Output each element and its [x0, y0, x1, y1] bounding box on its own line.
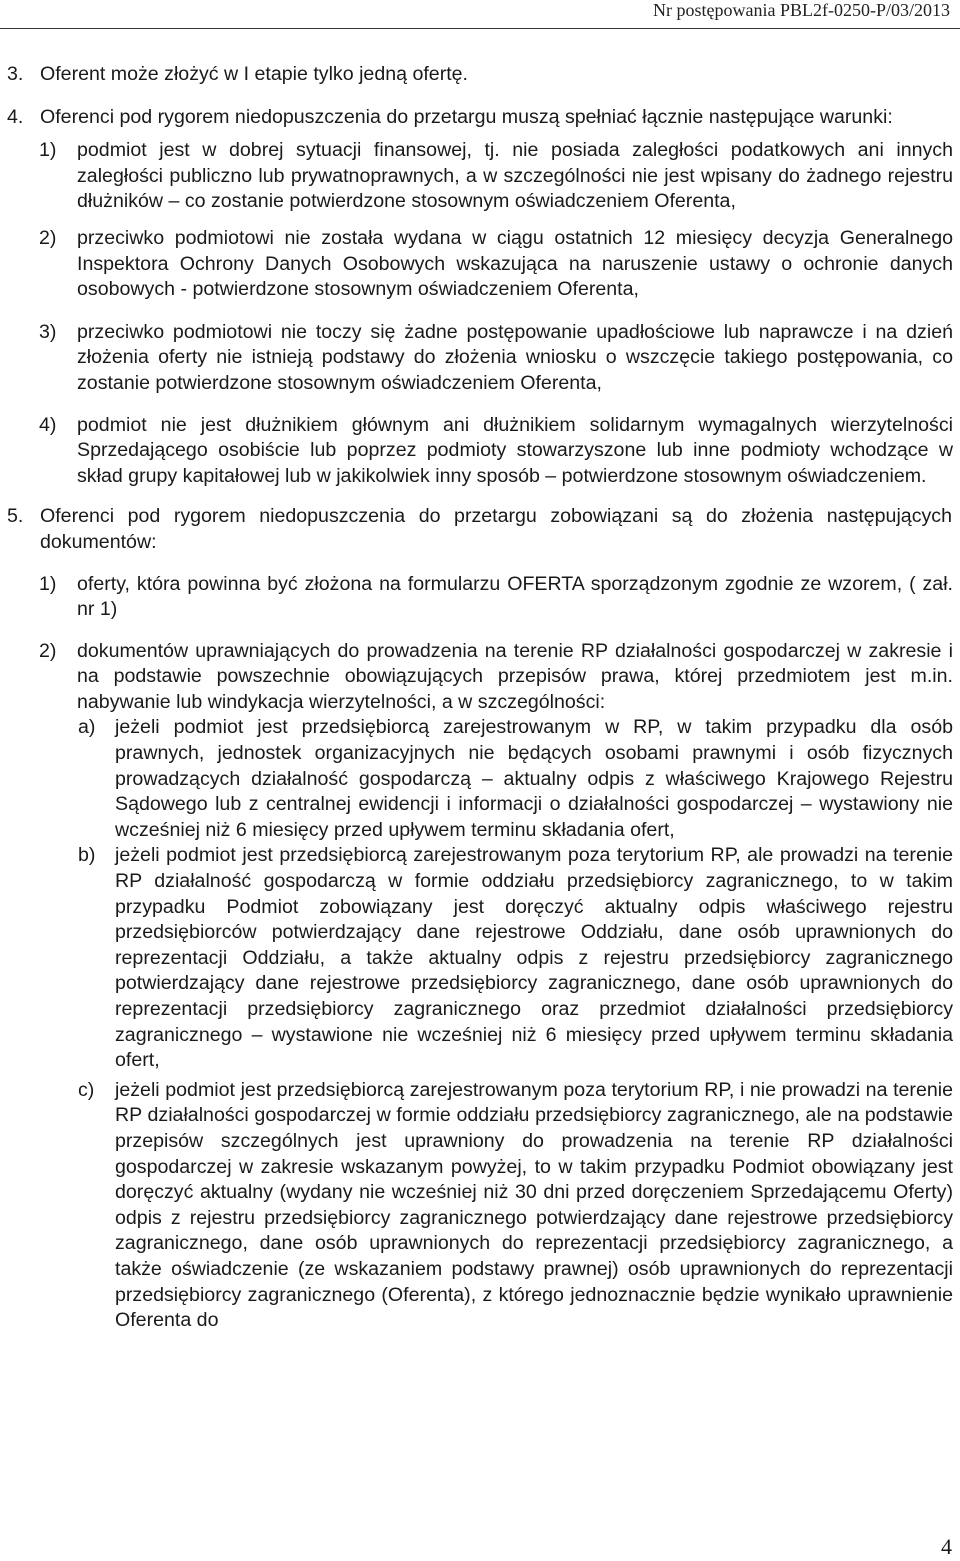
subitem-b — [78, 843, 953, 1073]
item-text: przeciwko podmiotowi nie toczy się żadne postępowanie upadłościowe lub naprawcze i na dzień złożenia oferty nie istnieją podstawy do złożenia wniosku o wszczęcie takiego postępowania, co zostanie potwierdzone stosownym oświadczeniem Oferenta, — [77, 320, 953, 394]
item-number: 3) — [39, 320, 57, 343]
page-number: 4 — [941, 1534, 952, 1559]
item-text: Oferenci pod rygorem niedopuszczenia do przetargu muszą spełniać łącznie następujące warunki: — [40, 105, 893, 128]
item-text: podmiot nie jest dłużnikiem głównym ani dłużnikiem solidarnym wymagalnych wierzytelności Sprzedającego osobiście lub poprzez podmioty stowarzyszone lub inne podmioty wchodzące w skład grupy kapitałowej lub w jakikolwiek inny sposób – potwierdzone stosownym oświadczeniem. — [77, 413, 953, 487]
document-2 — [39, 639, 953, 716]
item-text: jeżeli podmiot jest przedsiębiorcą zarejestrowanym w RP, w takim przypadku dla osób prawnych, jednostek organizacyjnych nie będących osobami prawnymi i osób fizycznych prowadzących działalność gospodarczą – aktualny odpis z właściwego Krajowego Rejestru Sądowego lub z centralnej ewidencji i informacji o działalności gospodarczej – wystawiony nie wcześniej niż 6 miesięcy przed upływem terminu składania ofert, — [115, 716, 953, 841]
item-number: b) — [78, 844, 96, 867]
condition-4 — [39, 413, 953, 490]
item-number: a) — [78, 716, 96, 739]
item-text: podmiot jest w dobrej sytuacji finansowej, tj. nie posiada zaległości podatkowych ani innych zaległości publiczno lub prywatnoprawnych, a w szczególności nie jest wpisany do żadnego rejestru dłużników – co zostanie potwierdzone stosownym oświadczeniem Oferenta, — [77, 139, 953, 213]
item-number: 2) — [39, 226, 57, 249]
item-3 — [7, 62, 952, 88]
item-text: przeciwko podmiotowi nie została wydana w ciągu ostatnich 12 miesięcy decyzja Generalnego Inspektora Ochrony Danych Osobowych wskazująca na naruszenie ustawy o ochronie danych osobowych - potwierdzone stosownym oświadczeniem Oferenta, — [77, 226, 953, 301]
item-number: 4. — [7, 105, 24, 128]
item-number: c) — [78, 1078, 95, 1101]
item-number: 1) — [39, 139, 57, 162]
subitem-c — [78, 1078, 953, 1334]
item-text: Oferenci pod rygorem niedopuszczenia do przetargu zobowiązani są do złożenia następujących dokumentów: — [40, 505, 952, 553]
item-text: oferty, która powinna być złożona na formularzu OFERTA sporządzonym zgodnie ze wzorem, ( zał. nr 1) — [77, 572, 953, 621]
item-4 — [7, 105, 952, 131]
header-rule — [0, 28, 960, 29]
item-text: Oferent może złożyć w I etapie tylko jedną ofertę. — [40, 63, 469, 85]
item-5 — [7, 504, 952, 555]
document-1 — [39, 572, 953, 623]
condition-3 — [39, 320, 953, 397]
item-number: 5. — [7, 505, 24, 528]
item-number: 3. — [7, 63, 24, 85]
condition-2 — [39, 226, 953, 303]
item-text: dokumentów uprawniających do prowadzenia na terenie RP działalności gospodarczej w zakresie i na podstawie powszechnie obowiązujących przepisów prawa, której przedmiotem jest m.in. nabywanie lub windykacja wierzytelności, a w szczególności: — [77, 639, 953, 713]
subitem-a — [78, 715, 953, 843]
document-body — [0, 62, 960, 1334]
item-text: jeżeli podmiot jest przedsiębiorcą zarejestrowanym poza terytorium RP, ale prowadzi na terenie RP działalność gospodarczą w formie oddziału przedsiębiorcy zagranicznego, to w takim przypadku Podmiot zobowiązany jest doręczyć aktualny odpis właściwego rejestru przedsiębiorców potwierdzający dane rejestrowe Oddziału, dane osób uprawnionych do reprezentacji Oddziału, a także aktualny odpis z rejestru przedsiębiorcy zagranicznego potwierdzający dane rejestrowe przedsiębiorcy zagranicznego, dane osób uprawnionych do reprezentacji przedsiębiorcy zagranicznego oraz przedmiot działalności przedsiębiorcy zagranicznego – wystawione nie wcześniej niż 6 miesięcy przed upływem terminu składania ofert, — [115, 844, 953, 1072]
document-header: Nr postępowania PBL2f-0250-P/03/2013 — [653, 0, 950, 20]
item-number: 2) — [39, 639, 57, 662]
item-text: jeżeli podmiot jest przedsiębiorcą zarejestrowanym poza terytorium RP, i nie prowadzi na terenie RP działalności gospodarczej w formie oddziału przedsiębiorcy zagranicznego, ale na podstawie przepisów szczególnych jest uprawniony do prowadzenia na terenie RP działalności gospodarczej w zakresie wskazanym powyżej, to w takim przypadku Podmiot obowiązany jest doręczyć aktualny (wydany nie wcześniej niż 30 dni przed doręczeniem Sprzedającemu Oferty) odpis z rejestru przedsiębiorcy zagranicznego potwierdzający dane rejestrowe przedsiębiorcy zagranicznego, dane osób uprawnionych do reprezentacji przedsiębiorcy zagranicznego, a także oświadczenie (ze wskazaniem podstawy prawnej) osób uprawnionych do reprezentacji przedsiębiorcy zagranicznego (Oferenta), z którego jednoznacznie będzie wynikało uprawnienie Oferenta do — [115, 1078, 953, 1332]
item-number: 4) — [39, 413, 57, 436]
item-number: 1) — [39, 572, 57, 595]
condition-1 — [39, 138, 953, 215]
